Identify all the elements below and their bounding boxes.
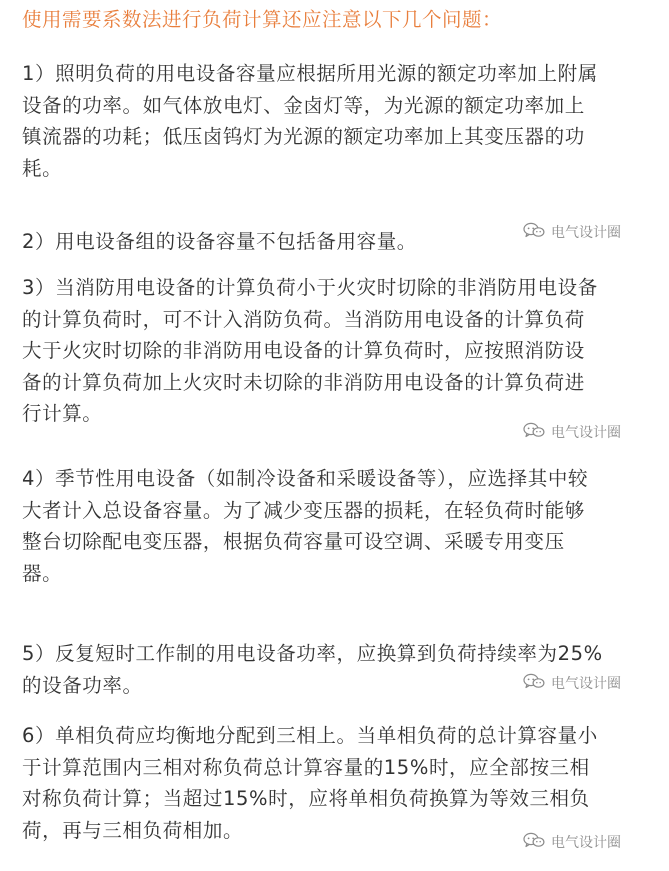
watermark [523, 673, 621, 693]
wechat-icon [523, 673, 545, 693]
paragraph-line: 大者计入总设备容量。为了减少变压器的损耗，在轻负荷时能够 [22, 498, 585, 522]
paragraph-line: 于计算范围内三相对称负荷总计算容量的15%时，应全部按三相 [22, 755, 590, 779]
paragraph-line: 设备的功率。如气体放电灯、金卤灯等，为光源的额定功率加上 [22, 93, 585, 117]
paragraph-line: 器。 [22, 561, 63, 585]
paragraph-6 [22, 720, 650, 846]
paragraph-line: 行计算。 [22, 402, 103, 425]
watermark-text: 电气设计圈 [551, 425, 621, 441]
paragraph-1 [22, 58, 650, 184]
watermark-text: 电气设计圈 [551, 225, 621, 241]
paragraph-line: 4）季节性用电设备（如制冷设备和采暖设备等），应选择其中较 [22, 467, 589, 490]
paragraph-line: 5）反复短时工作制的用电设备功率，应换算到负荷持续率为25% [22, 642, 603, 665]
paragraph-line: 大于火灾时切除的非消防用电设备的计算负荷时，应按照消防设 [22, 339, 585, 362]
paragraph-line: 的设备功率。 [22, 673, 143, 697]
wechat-icon [523, 422, 545, 442]
article-heading: 使用需要系数法进行负荷计算还应注意以下几个问题： [22, 8, 503, 31]
paragraph-line: 对称负荷计算；当超过15%时，应将单相负荷换算为等效三相负 [22, 787, 590, 810]
paragraph-4 [22, 463, 650, 589]
paragraph-line: 1）照明负荷的用电设备容量应根据所用光源的额定功率加上附属 [22, 62, 598, 85]
wechat-icon [523, 222, 545, 242]
paragraph-line: 整台切除配电变压器，根据负荷容量可设空调、采暖专用变压 [22, 530, 565, 553]
paragraph-line: 3）当消防用电设备的计算负荷小于火灾时切除的非消防用电设备 [22, 276, 598, 299]
wechat-icon [523, 832, 545, 852]
paragraph-line: 2）用电设备组的设备容量不包括备用容量。 [22, 230, 417, 253]
watermark-text: 电气设计圈 [551, 835, 621, 851]
watermark [523, 832, 621, 852]
watermark [523, 222, 621, 242]
paragraph-line: 备的计算负荷加上火灾时未切除的非消防用电设备的计算负荷进 [22, 370, 585, 394]
paragraph-3 [22, 272, 650, 430]
paragraph-line: 的计算负荷时，可不计入消防负荷。当消防用电设备的计算负荷 [22, 307, 585, 331]
watermark-text: 电气设计圈 [551, 676, 621, 692]
paragraph-line: 荷，再与三相负荷相加。 [22, 818, 244, 842]
paragraph-line: 耗。 [22, 156, 63, 180]
paragraph-line: 镇流器的功耗；低压卤钨灯为光源的额定功率加上其变压器的功 [22, 125, 585, 148]
watermark [523, 422, 621, 442]
paragraph-line: 6）单相负荷应均衡地分配到三相上。当单相负荷的总计算容量小 [22, 724, 598, 747]
